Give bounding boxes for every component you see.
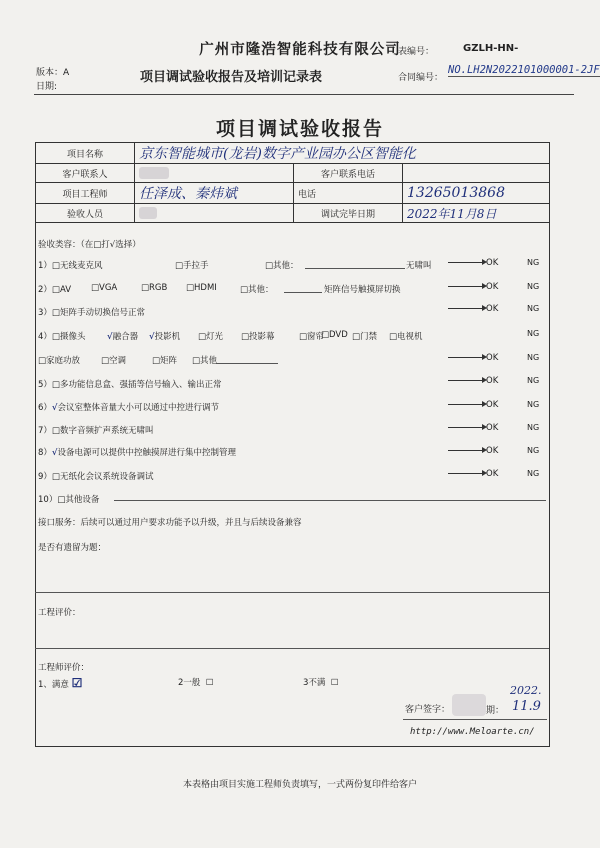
fill-line — [216, 363, 278, 364]
item-8[interactable]: 8）√设备电源可以提供中控触摸屏进行集中控制管理 — [38, 448, 237, 458]
company-name: 广州市隆浩智能科技有限公司 — [199, 42, 401, 58]
ok-arrow: OK — [448, 304, 498, 314]
signature-line — [403, 719, 547, 720]
ng-label: NG — [527, 376, 540, 385]
project-name-label: 项目名称 — [36, 143, 135, 164]
rating-satisfied[interactable]: 1、满意 ☑ — [38, 676, 83, 690]
ok-arrow: OK — [448, 258, 498, 268]
project-name-value: 京东智能城市(龙岩)数字产业园办公区智能化 — [139, 146, 416, 162]
date-suffix: 期： — [486, 706, 505, 716]
footer-note: 本表格由项目实施工程师负责填写，一式两份复印件给客户 — [182, 780, 417, 790]
date-label: 日期: — [36, 82, 58, 92]
report-title: 项目调试验收报告 — [215, 118, 384, 140]
version: 版本：A — [36, 68, 70, 78]
item-9[interactable]: 9）□无纸化会议系统设备调试 — [38, 472, 154, 482]
table-row — [36, 164, 550, 183]
header-divider — [34, 94, 574, 95]
ng-label: NG — [527, 469, 540, 478]
item-2-other[interactable]: □其他： — [240, 285, 274, 295]
ng-label: NG — [527, 329, 540, 338]
item-4-access[interactable]: □门禁 — [352, 332, 378, 342]
rating-unsatisfied[interactable]: 3不满 ☐ — [303, 678, 339, 688]
item-2-matrix-switch: 矩阵信号触摸屏切换 — [324, 285, 401, 295]
checkbox-icon: ☐ — [330, 678, 339, 688]
item-1-other[interactable]: □其他： — [265, 261, 299, 271]
item-2-av[interactable]: 2）□AV — [38, 285, 72, 295]
table-row — [36, 143, 550, 164]
client-contact-label: 客户联系人 — [36, 164, 135, 183]
checklist-category-label: 验收类容：（在□打√选择） — [38, 240, 141, 250]
table-row — [36, 183, 550, 204]
fill-line — [284, 292, 322, 293]
item-2-vga[interactable]: □VGA — [91, 283, 118, 293]
section-divider — [35, 648, 549, 649]
item-10[interactable]: 10）□其他设备 — [38, 495, 100, 505]
completion-date-value: 2022年11月8日 — [407, 206, 497, 221]
ok-arrow: OK — [448, 282, 498, 292]
item-4-other[interactable]: □其他 — [192, 356, 218, 366]
checkmark-icon: √ — [51, 403, 58, 413]
section-divider — [35, 592, 549, 593]
engineer-value: 任泽成、秦炜斌 — [139, 186, 237, 202]
client-phone-label: 客户联系电话 — [294, 164, 403, 183]
ng-label: NG — [527, 282, 540, 291]
ng-label: NG — [527, 446, 540, 455]
rating-average[interactable]: 2一般 ☐ — [178, 678, 214, 688]
table-row — [36, 204, 550, 223]
item-1-wireless-mic[interactable]: 1）□无线麦克风 — [38, 261, 103, 271]
redacted-signature — [452, 694, 486, 716]
interface-service-note: 接口服务：后续可以通过用户要求功能予以升级，并且与后续设备兼容 — [38, 518, 302, 528]
item-4-light[interactable]: □灯光 — [198, 332, 224, 342]
item-4-camera[interactable]: 4）□摄像头 — [38, 332, 86, 342]
item-1 — [38, 259, 102, 271]
ok-arrow: OK — [448, 400, 498, 410]
signature-year: 2022. — [510, 684, 542, 697]
checked-box-icon: ☑ — [71, 676, 83, 690]
website-url: http://www.Meloarte.cn/ — [410, 727, 535, 737]
ok-arrow: OK — [448, 423, 498, 433]
checkbox-icon: ☐ — [205, 678, 214, 688]
ok-arrow: OK — [448, 376, 498, 386]
form-number-label: 表编号： — [398, 47, 435, 57]
contract-number-label: 合同编号： — [398, 73, 444, 83]
item-5[interactable]: 5）□多功能信息盒、强插等信号输入、输出正常 — [38, 380, 222, 390]
ok-arrow: OK — [448, 446, 498, 456]
item-1-no-howl: 无啸叫 — [406, 261, 432, 271]
inspector-label: 验收人员 — [36, 204, 135, 223]
phone-label: 电话 — [294, 183, 403, 204]
item-4-tv[interactable]: □电视机 — [389, 332, 423, 342]
client-signature-label: 客户签字： — [405, 705, 451, 715]
form-number-value: GZLH-HN- — [463, 43, 519, 54]
legacy-issues-label: 是否有遗留为题： — [38, 543, 107, 553]
item-2-rgb[interactable]: □RGB — [141, 283, 168, 293]
ng-label: NG — [527, 400, 540, 409]
fill-line — [114, 500, 546, 501]
engineer-label: 项目工程师 — [36, 183, 135, 204]
item-4-dvd[interactable]: □DVD — [321, 330, 348, 340]
ng-label: NG — [527, 423, 540, 432]
report-frame — [35, 142, 550, 747]
ok-arrow: OK — [448, 469, 498, 479]
form-subtitle: 项目调试验收报告及培训记录表 — [140, 70, 323, 85]
item-4-projector[interactable]: √投影机 — [149, 332, 181, 342]
contract-number-value: NO.LH2N2022101000001-2JF — [448, 64, 600, 76]
item-2-hdmi[interactable]: □HDMI — [186, 283, 217, 293]
ng-label: NG — [527, 353, 540, 362]
engineer-evaluation-label: 工程师评价： — [38, 663, 90, 673]
item-4-home-amp[interactable]: □家庭功放 — [38, 356, 81, 366]
item-4-curtain[interactable]: □窗帘 — [299, 332, 325, 342]
ng-label: NG — [527, 304, 540, 313]
project-info-table — [35, 142, 550, 223]
item-6[interactable]: 6）√会议室整体音量大小可以通过中控进行调节 — [38, 403, 220, 413]
ng-label: NG — [527, 258, 540, 267]
fill-line — [305, 268, 405, 269]
item-4-matrix[interactable]: □矩阵 — [152, 356, 178, 366]
item-4-screen[interactable]: □投影幕 — [241, 332, 275, 342]
engineering-evaluation-label: 工程评价： — [38, 608, 81, 618]
phone-value: 13265013868 — [407, 185, 505, 201]
redacted-inspector — [139, 207, 157, 219]
signature-date: 11.9 — [512, 699, 541, 714]
item-4-fuser[interactable]: √融合器 — [107, 332, 139, 342]
checkmark-icon: √ — [51, 448, 58, 458]
ok-arrow: OK — [448, 353, 498, 363]
redacted-name — [139, 167, 169, 179]
item-3[interactable]: 3）□矩阵手动切换信号正常 — [38, 308, 145, 318]
item-1-handheld[interactable]: □手拉手 — [175, 261, 209, 271]
item-4-ac[interactable]: □空调 — [101, 356, 127, 366]
checkmark-icon: √ — [149, 332, 155, 342]
checkmark-icon: √ — [107, 332, 113, 342]
item-7[interactable]: 7）□数字音频扩声系统无啸叫 — [38, 426, 154, 436]
completion-date-label: 调试完毕日期 — [294, 204, 403, 223]
